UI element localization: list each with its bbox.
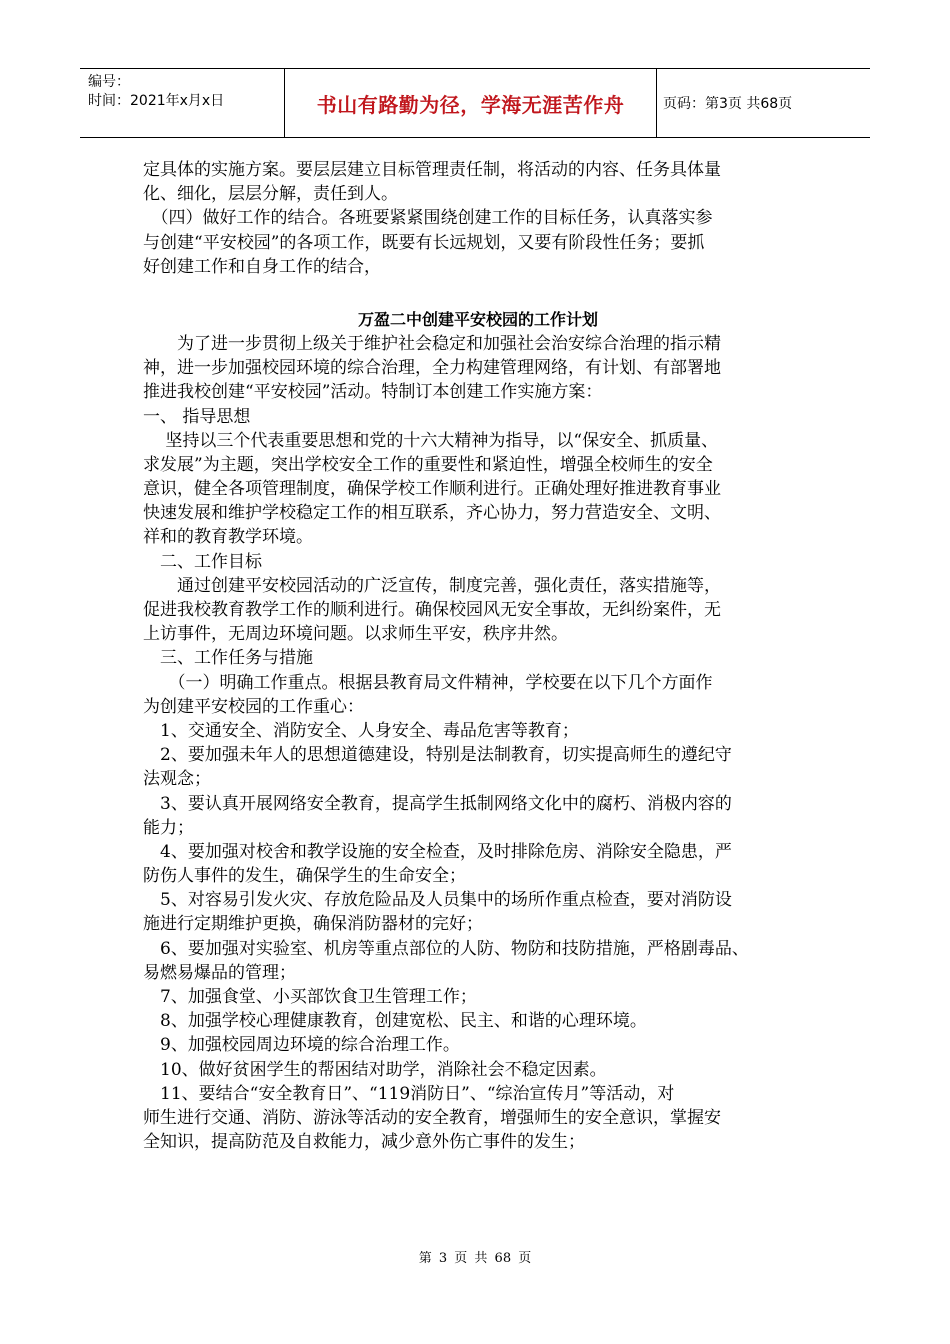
text-line: 化、细化，层层分解，责任到人。 (143, 184, 398, 205)
text-line: 6、要加强对实验室、机房等重点部位的人防、物防和技防措施，严格剧毒品、 (143, 938, 749, 959)
text-line: 二、工作目标 (143, 551, 262, 572)
text-line: 能力； (143, 817, 194, 838)
text-line: （一）明确工作重点。根据县教育局文件精神，学校要在以下几个方面作 (143, 672, 713, 693)
text-line: 4、要加强对校舍和教学设施的安全检查，及时排除危房、消除安全隐患，严 (143, 841, 732, 862)
text-line: 意识，健全各项管理制度，确保学校工作顺利进行。正确处理好推进教育事业 (143, 479, 721, 500)
header-motto-cell (284, 69, 657, 137)
text-line: 祥和的教育教学环境。 (143, 527, 313, 548)
text-line: 5、对容易引发火灾、存放危险品及人员集中的场所作重点检查，要对消防设 (143, 890, 732, 911)
text-line: 坚持以三个代表重要思想和党的十六大精神为指导，以“保安全、抓质量、 (143, 430, 719, 451)
text-line: 促进我校教育教学工作的顺利进行。确保校园风无安全事故，无纠纷案件，无 (143, 600, 721, 620)
document-body (143, 158, 813, 1154)
text-line: 9、加强校园周边环境的综合治理工作。 (143, 1035, 460, 1056)
text-line: 全知识，提高防范及自救能力，减少意外伤亡事件的发生； (143, 1132, 585, 1153)
text-line: 三、工作任务与措施 (143, 648, 313, 669)
text-line: 法观念； (143, 769, 211, 790)
text-line: 3、要认真开展网络安全教育，提高学生抵制网络文化中的腐朽、消极内容的 (143, 793, 732, 814)
text-line: 7、加强食堂、小买部饮食卫生管理工作； (143, 987, 477, 1007)
text-line: 推进我校创建“平安校园”活动。特制订本创建工作实施方案： (143, 382, 603, 403)
text-line: 求发展”为主题，突出学校安全工作的重要性和紧迫性，增强全校师生的安全 (143, 454, 713, 475)
text-line: 1、交通安全、消防安全、人身安全、毒品危害等教育； (143, 720, 579, 741)
text-line: 为创建平安校园的工作重心： (143, 696, 364, 717)
text-line: 通过创建平安校园活动的广泛宣传，制度完善，强化责任，落实措施等， (143, 575, 721, 596)
page-footer: 第 3 页 共 68 页 (418, 1251, 532, 1266)
text-line: 10、做好贫困学生的帮困结对助学，消除社会不稳定因素。 (143, 1059, 607, 1080)
text-line: 好创建工作和自身工作的结合， (143, 256, 381, 277)
header-motto: 书山有路勤为径，学海无涯苦作舟 (316, 92, 625, 117)
text-line: 2、要加强未年人的思想道德建设，特别是法制教育，切实提高师生的遵纪守 (143, 745, 732, 766)
plan-body (143, 332, 813, 1154)
page-header (80, 68, 870, 138)
text-line: 11、要结合“安全教育日”、“119消防日”、“综治宣传月”等活动，对 (143, 1083, 675, 1104)
plan-title: 万盈二中创建平安校园的工作计划 (357, 309, 598, 329)
header-page-info: 页码：第3页 共68页 (663, 96, 793, 112)
text-line: 与创建“平安校园”的各项工作，既要有长远规划，又要有阶段性任务；要抓 (143, 232, 705, 253)
text-line: 8、加强学校心理健康教育，创建宽松、民主、和谐的心理环境。 (143, 1011, 647, 1032)
text-line: 易燃易爆品的管理； (143, 962, 296, 983)
text-line: 上访事件，无周边环境问题。以求师生平安，秩序井然。 (143, 624, 568, 645)
intro-paragraphs (143, 158, 813, 279)
text-line: 防伤人事件的发生，确保学生的生命安全； (143, 866, 466, 887)
header-meta (80, 69, 284, 137)
text-line: 快速发展和维护学校稳定工作的相互联系，齐心协力，努力营造安全、文明、 (143, 503, 721, 524)
text-line: 施进行定期维护更换，确保消防器材的完好； (143, 914, 483, 935)
text-line: （四）做好工作的结合。各班要紧紧围绕创建工作的目标任务，认真落实参 (143, 208, 713, 229)
text-line: 一、 指导思想 (143, 406, 251, 427)
text-line: 神，进一步加强校园环境的综合治理，全力构建管理网络，有计划、有部署地 (143, 358, 721, 379)
text-line: 师生进行交通、消防、游泳等活动的安全教育，增强师生的安全意识，掌握安 (143, 1107, 721, 1128)
document-code-label: 编号： (88, 74, 130, 90)
text-line: 定具体的实施方案。要层层建立目标管理责任制，将活动的内容、任务具体量 (143, 160, 721, 180)
text-line: 为了进一步贯彻上级关于维护社会稳定和加强社会治安综合治理的指示精 (143, 333, 721, 354)
document-time-label: 时间：2021年x月x日 (88, 93, 225, 109)
